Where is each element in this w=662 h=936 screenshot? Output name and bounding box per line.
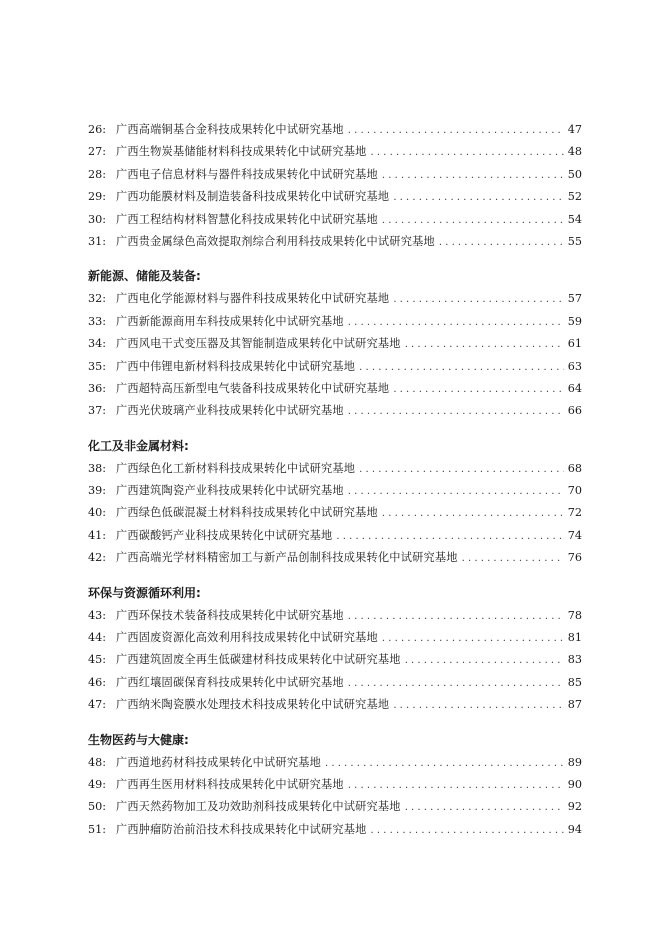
toc-entry[interactable] <box>88 311 582 333</box>
entry-number: 47: <box>88 698 107 712</box>
toc-entry[interactable] <box>88 186 582 208</box>
entry-page-number: 74 <box>567 528 582 542</box>
entry-title: 广西碳酸钙产业科技成果转化中试研究基地 <box>116 528 333 542</box>
entry-number: 44: <box>88 631 107 645</box>
entry-page-number: 48 <box>567 145 582 159</box>
entry-number: 28: <box>88 167 107 181</box>
entry-number: 50: <box>88 800 107 814</box>
toc-entry[interactable] <box>88 378 582 400</box>
entry-page-number: 54 <box>567 212 582 226</box>
toc-entry[interactable] <box>88 356 582 378</box>
dot-leader <box>462 548 564 570</box>
dot-leader <box>371 820 564 842</box>
toc-entry[interactable] <box>88 480 582 502</box>
entry-title: 广西肿瘤防治前沿技术科技成果转化中试研究基地 <box>116 822 367 836</box>
entry-page-number: 66 <box>567 404 582 418</box>
entry-title: 广西固废资源化高效利用科技成果转化中试研究基地 <box>116 631 378 645</box>
section-heading: 环保与资源循环利用: <box>88 585 201 600</box>
dot-leader <box>371 142 564 164</box>
entry-page-number: 83 <box>567 653 582 667</box>
toc-entry[interactable] <box>88 649 582 671</box>
toc-entry[interactable] <box>88 141 582 163</box>
entry-title: 广西电化学能源材料与器件科技成果转化中试研究基地 <box>116 292 390 306</box>
entry-number: 49: <box>88 777 107 791</box>
toc-entry[interactable] <box>88 547 582 569</box>
dot-leader <box>348 775 564 797</box>
section-heading: 化工及非金属材料: <box>88 438 189 453</box>
entry-number: 31: <box>88 234 107 248</box>
toc-entry[interactable] <box>88 525 582 547</box>
entry-title: 广西风电干式变压器及其智能制造成果转化中试研究基地 <box>116 337 401 351</box>
dot-leader <box>359 357 564 379</box>
toc-entry[interactable] <box>88 288 582 310</box>
entry-number: 48: <box>88 755 107 769</box>
entry-page-number: 87 <box>567 698 582 712</box>
entry-page-number: 64 <box>567 381 582 395</box>
entry-page-number: 81 <box>567 631 582 645</box>
toc-entry[interactable] <box>88 400 582 422</box>
toc-entry[interactable] <box>88 231 582 253</box>
entry-title: 广西纳米陶瓷膜水处理技术科技成果转化中试研究基地 <box>116 698 390 712</box>
toc-entry[interactable] <box>88 672 582 694</box>
dot-leader <box>359 459 564 481</box>
toc-section <box>88 436 582 570</box>
entry-number: 35: <box>88 359 107 373</box>
entry-title: 广西环保技术装备科技成果转化中试研究基地 <box>116 608 344 622</box>
dot-leader <box>405 650 564 672</box>
entry-page-number: 89 <box>567 755 582 769</box>
entry-number: 32: <box>88 292 107 306</box>
entry-number: 51: <box>88 822 107 836</box>
entry-page-number: 85 <box>567 675 582 689</box>
toc-section <box>88 119 582 253</box>
entry-page-number: 70 <box>567 484 582 498</box>
entry-page-number: 61 <box>567 337 582 351</box>
entry-title: 广西建筑陶瓷产业科技成果转化中试研究基地 <box>116 484 344 498</box>
entry-page-number: 68 <box>567 461 582 475</box>
entry-title: 广西道地药材科技成果转化中试研究基地 <box>116 755 321 769</box>
entry-title: 广西再生医用材料科技成果转化中试研究基地 <box>116 777 344 791</box>
entry-title: 广西高端铜基合金科技成果转化中试研究基地 <box>116 123 344 136</box>
entry-title: 广西生物炭基储能材料科技成果转化中试研究基地 <box>116 145 367 159</box>
entry-page-number: 55 <box>567 234 582 248</box>
entry-title: 广西电子信息材料与器件科技成果转化中试研究基地 <box>116 167 378 181</box>
entry-number: 46: <box>88 675 107 689</box>
entry-title: 广西中伟锂电新材料科技成果转化中试研究基地 <box>116 359 356 373</box>
entry-page-number: 92 <box>567 800 582 814</box>
dot-leader <box>382 503 564 525</box>
toc-entry[interactable] <box>88 627 582 649</box>
dot-leader <box>393 187 563 209</box>
section-heading: 新能源、储能及装备: <box>88 269 201 284</box>
dot-leader <box>336 526 563 548</box>
entry-title: 广西超特高压新型电气装备科技成果转化中试研究基地 <box>116 381 390 395</box>
entry-number: 34: <box>88 337 107 351</box>
entry-page-number: 76 <box>567 551 582 565</box>
dot-leader <box>325 753 564 775</box>
toc-entry[interactable] <box>88 164 582 186</box>
entry-number: 29: <box>88 190 107 204</box>
toc-section <box>88 730 582 842</box>
entry-page-number: 52 <box>567 190 582 204</box>
entry-number: 37: <box>88 404 107 418</box>
entry-page-number: 47 <box>567 123 582 136</box>
dot-leader <box>382 165 564 187</box>
toc-entry[interactable] <box>88 819 582 841</box>
dot-leader <box>393 695 563 717</box>
entry-number: 38: <box>88 461 107 475</box>
entry-page-number: 78 <box>567 608 582 622</box>
dot-leader <box>348 481 564 503</box>
toc-entry[interactable] <box>88 502 582 524</box>
entry-number: 39: <box>88 484 107 498</box>
entry-number: 30: <box>88 212 107 226</box>
entry-title: 广西红壤固碳保育科技成果转化中试研究基地 <box>116 675 344 689</box>
entry-title: 广西功能膜材料及制造装备科技成果转化中试研究基地 <box>116 190 390 204</box>
entry-page-number: 57 <box>567 292 582 306</box>
toc-section <box>88 266 582 422</box>
entry-title: 广西光伏玻璃产业科技成果转化中试研究基地 <box>116 404 344 418</box>
dot-leader <box>405 334 564 356</box>
entry-number: 45: <box>88 653 107 667</box>
entry-title: 广西绿色化工新材料科技成果转化中试研究基地 <box>116 461 356 475</box>
entry-number: 40: <box>88 506 107 520</box>
toc-entry[interactable] <box>88 458 582 480</box>
entry-number: 27: <box>88 145 107 159</box>
toc-page <box>88 119 582 841</box>
toc-section <box>88 583 582 717</box>
dot-leader <box>348 120 564 142</box>
entry-page-number: 72 <box>567 506 582 520</box>
dot-leader <box>382 210 564 232</box>
entry-page-number: 94 <box>567 822 582 836</box>
entry-title: 广西工程结构材料智慧化科技成果转化中试研究基地 <box>116 212 378 226</box>
entry-page-number: 59 <box>567 314 582 328</box>
entry-number: 33: <box>88 314 107 328</box>
toc-entry[interactable] <box>88 774 582 796</box>
dot-leader <box>405 797 564 819</box>
toc-entry[interactable] <box>88 209 582 231</box>
entry-title: 广西高端光学材料精密加工与新产品创制科技成果转化中试研究基地 <box>116 551 458 565</box>
dot-leader <box>393 379 563 401</box>
toc-entry[interactable] <box>88 119 582 141</box>
dot-leader <box>348 312 564 334</box>
entry-page-number: 50 <box>567 167 582 181</box>
entry-title: 广西新能源商用车科技成果转化中试研究基地 <box>116 314 344 328</box>
dot-leader <box>382 628 564 650</box>
entry-title: 广西贵金属绿色高效提取剂综合利用科技成果转化中试研究基地 <box>116 234 435 248</box>
entry-number: 43: <box>88 608 107 622</box>
toc-entry[interactable] <box>88 694 582 716</box>
entry-page-number: 90 <box>567 777 582 791</box>
entry-title: 广西建筑固废全再生低碳建材科技成果转化中试研究基地 <box>116 653 401 667</box>
entry-page-number: 63 <box>567 359 582 373</box>
entry-title: 广西绿色低碳混凝土材料科技成果转化中试研究基地 <box>116 506 378 520</box>
entry-title: 广西天然药物加工及功效助剂科技成果转化中试研究基地 <box>116 800 401 814</box>
toc-entry[interactable] <box>88 752 582 774</box>
section-heading: 生物医药与大健康: <box>88 732 189 747</box>
entry-number: 41: <box>88 528 107 542</box>
dot-leader <box>348 401 564 423</box>
entry-number: 36: <box>88 381 107 395</box>
toc-entry[interactable] <box>88 605 582 627</box>
entry-number: 26: <box>88 123 107 136</box>
dot-leader <box>348 673 564 695</box>
entry-number: 42: <box>88 551 107 565</box>
dot-leader <box>393 289 563 311</box>
dot-leader <box>348 606 564 628</box>
toc-entry[interactable] <box>88 796 582 818</box>
dot-leader <box>439 232 564 254</box>
toc-entry[interactable] <box>88 333 582 355</box>
